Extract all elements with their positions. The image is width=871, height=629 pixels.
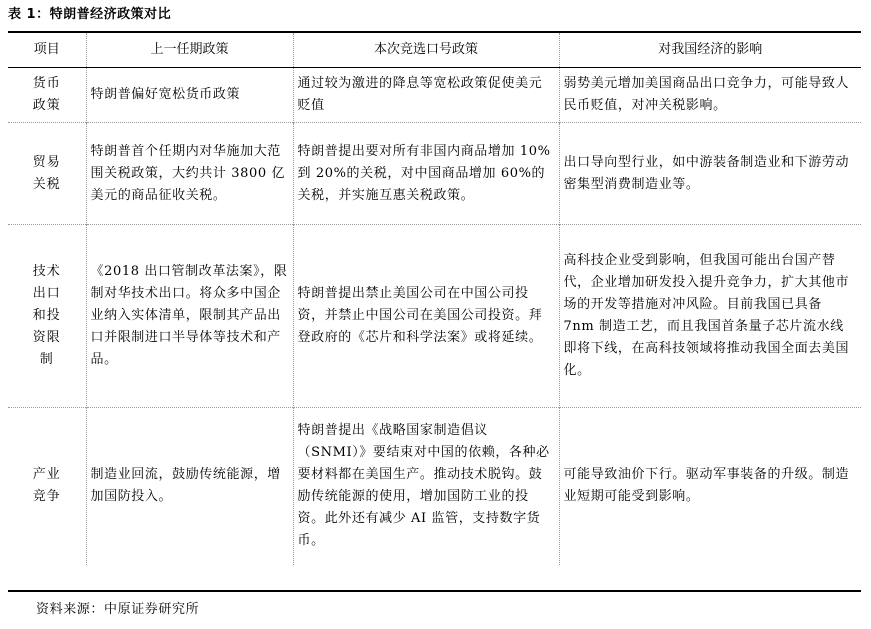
table-header-row bbox=[8, 33, 861, 68]
campaign-policy-cell: 特朗普提出《战略国家制造倡议（SNMI）》要结束对中国的依赖，各种必要材料都在美国生产。推动技术脱钩。鼓励传统能源的使用，增加国防工业的投资。此外还有减少 AI 监管，支持数字货币。 bbox=[293, 408, 559, 565]
campaign-policy-cell: 特朗普提出要对所有非国内商品增加 10%到 20%的关税，对中国商品增加 60%的关税，并实施互惠关税政策。 bbox=[293, 123, 559, 225]
item-label-line: 竞争 bbox=[32, 489, 61, 505]
campaign-policy-cell: 特朗普提出禁止美国公司在中国公司投资，并禁止中国公司在美国公司投资。拜登政府的《芯片和科学法案》或将延续。 bbox=[293, 225, 559, 408]
item-label-line: 关税 bbox=[32, 176, 61, 192]
header-previous-policy: 上一任期政策 bbox=[86, 33, 293, 68]
previous-policy-cell: 《2018 出口管制改革法案》，限制对华技术出口。将众多中国企业纳入实体清单，限制其产品出口并限制进口半导体等技术和产品。 bbox=[86, 225, 293, 408]
item-label-line: 资限 bbox=[32, 330, 61, 345]
item-label-line: 贸易 bbox=[32, 154, 61, 170]
previous-policy-cell: 特朗普首个任期内对华施加大范围关税政策，大约共计 3800 亿美元的商品征收关税。 bbox=[86, 123, 293, 225]
item-label-line: 技术 bbox=[32, 264, 61, 279]
item-cell bbox=[8, 408, 86, 565]
table-row-tech-export bbox=[8, 225, 861, 408]
item-label-line: 制 bbox=[39, 352, 54, 367]
item-label-line: 出口 bbox=[32, 286, 61, 301]
item-cell bbox=[8, 225, 86, 408]
item-label-line: 政策 bbox=[32, 98, 61, 113]
header-campaign-policy: 本次竞选口号政策 bbox=[293, 33, 559, 68]
item-label-line: 和投 bbox=[32, 308, 61, 323]
table-row-tariff bbox=[8, 123, 861, 225]
policy-comparison-table bbox=[8, 33, 861, 565]
previous-policy-cell: 特朗普偏好宽松货币政策 bbox=[86, 68, 293, 123]
impact-cell: 高科技企业受到影响，但我国可能出台国产替代，企业增加研发投入提升竞争力，扩大其他市场的开发等措施对冲风险。目前我国已具备 7nm 制造工艺，而且我国首条量子芯片流水线即将下线，在高科技领域将推动我国全面去美国化。 bbox=[559, 225, 861, 408]
item-cell bbox=[8, 123, 86, 225]
item-label-line: 产业 bbox=[32, 467, 61, 483]
header-impact: 对我国经济的影响 bbox=[559, 33, 861, 68]
item-label-line: 货币 bbox=[32, 76, 61, 91]
table-title: 表 1：特朗普经济政策对比 bbox=[8, 7, 172, 22]
bottom-rule bbox=[8, 590, 861, 592]
previous-policy-cell: 制造业回流，鼓励传统能源，增加国防投入。 bbox=[86, 408, 293, 565]
header-item: 项目 bbox=[8, 33, 86, 68]
impact-cell: 可能导致油价下行。驱动军事装备的升级。制造业短期可能受到影响。 bbox=[559, 408, 861, 565]
impact-cell: 弱势美元增加美国商品出口竞争力，可能导致人民币贬值，对冲关税影响。 bbox=[559, 68, 861, 123]
source-note: 资料来源：中原证券研究所 bbox=[36, 602, 200, 617]
table-row-monetary bbox=[8, 68, 861, 123]
table-row-industry bbox=[8, 408, 861, 565]
item-cell bbox=[8, 68, 86, 123]
impact-cell: 出口导向型行业，如中游装备制造业和下游劳动密集型消费制造业等。 bbox=[559, 123, 861, 225]
campaign-policy-cell: 通过较为激进的降息等宽松政策促使美元贬值 bbox=[293, 68, 559, 123]
